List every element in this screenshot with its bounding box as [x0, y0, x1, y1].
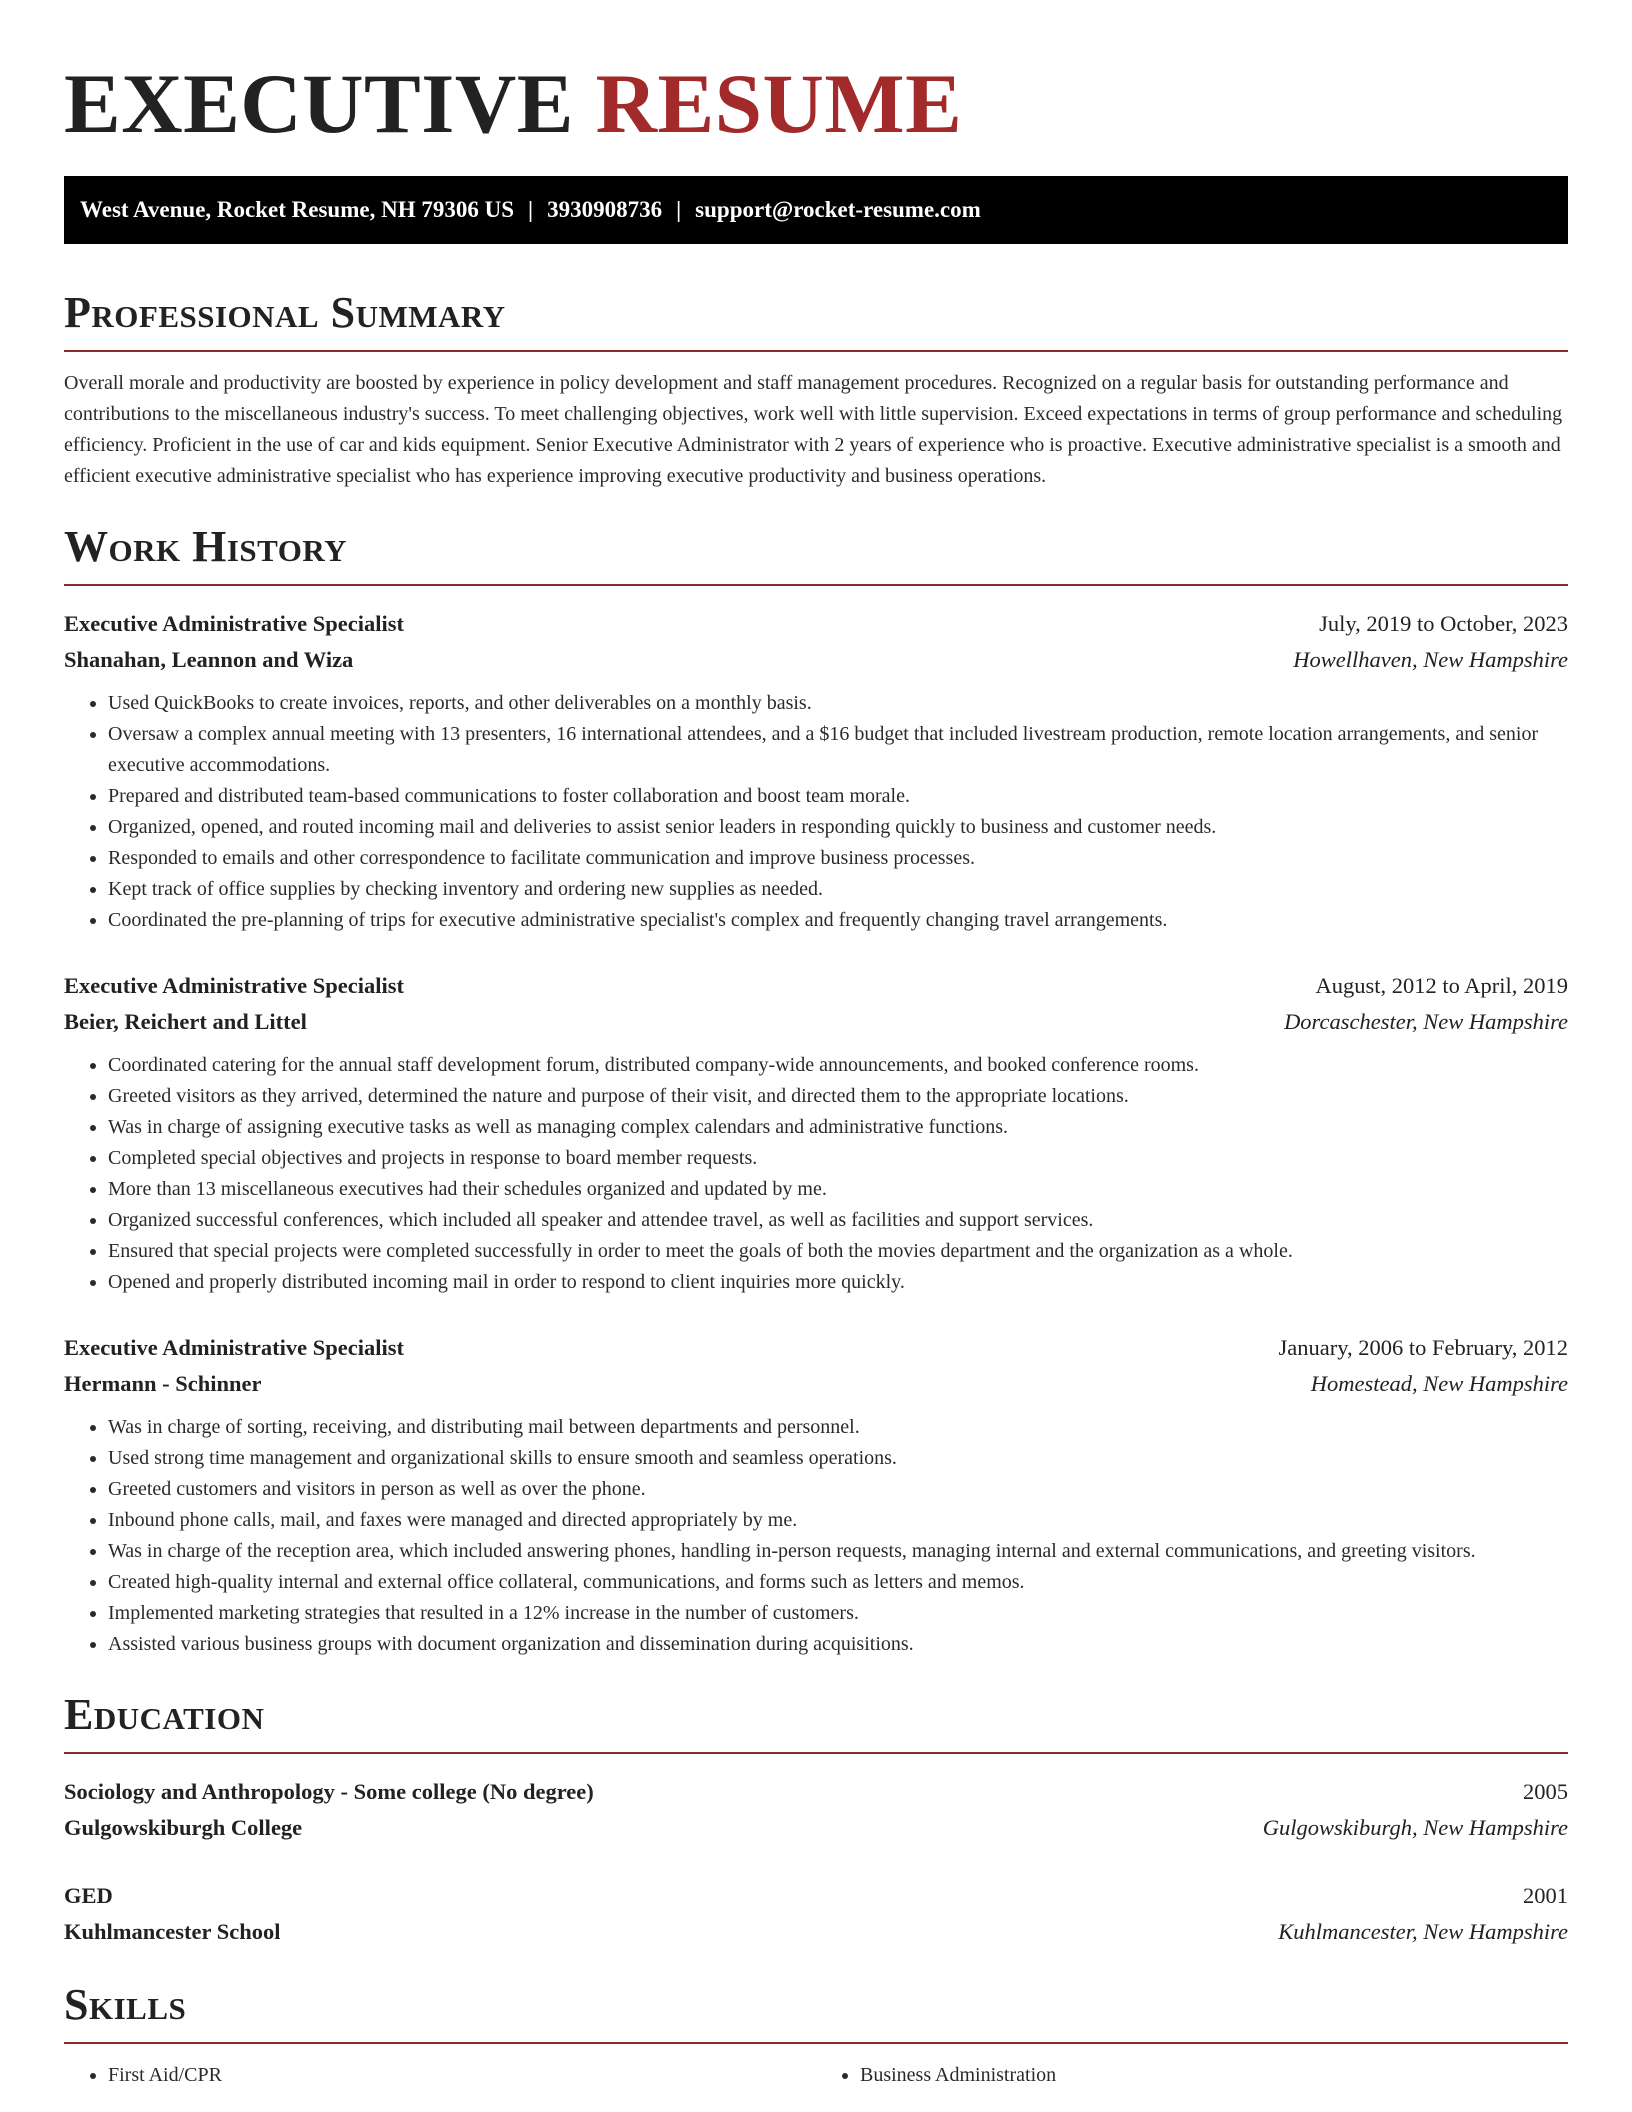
list-item: • Was in charge of assigning executive tasks as well as managing complex calendars and administrative functions.: [108, 1112, 1568, 1143]
education-year: 2005: [1523, 1779, 1568, 1804]
job-location: Dorcaschester, New Hampshire: [1284, 1009, 1568, 1034]
education-school: Kuhlmancester School: [64, 1919, 281, 1944]
section-divider: [64, 584, 1568, 586]
job-entry: [64, 968, 1568, 1298]
job-bullets: [64, 1050, 1568, 1298]
list-item: • Coordinated the pre-planning of trips for executive administrative specialist's complex and frequently changing travel arrangements.: [108, 905, 1568, 936]
resume-page: [64, 0, 1568, 2091]
job-header-row: [64, 1330, 1568, 1366]
skills-section: [64, 1978, 1568, 2091]
section-divider: [64, 1752, 1568, 1754]
list-item: • Opened and properly distributed incoming mail in order to respond to client inquiries more quickly.: [108, 1267, 1568, 1298]
job-dates: January, 2006 to February, 2012: [1278, 1335, 1568, 1360]
education-school: Gulgowskiburgh College: [64, 1815, 303, 1840]
section-heading: Skills: [64, 1980, 187, 2029]
education-location: Gulgowskiburgh, New Hampshire: [1262, 1815, 1568, 1840]
skills-right-column: [816, 2060, 1568, 2091]
list-item: • Was in charge of the reception area, which included answering phones, handling in-person requests, managing internal and external communications, and greeting visitors.: [108, 1536, 1568, 1567]
list-item: • Organized successful conferences, which included all speaker and attendee travel, as well as facilities and support services.: [108, 1205, 1568, 1236]
education-year: 2001: [1523, 1883, 1568, 1908]
work-history-section: [64, 520, 1568, 1660]
job-bullets: [64, 1412, 1568, 1660]
skill-item: • Business Administration: [860, 2060, 1568, 2091]
job-company: Shanahan, Leannon and Wiza: [64, 647, 354, 672]
list-item: • Oversaw a complex annual meeting with 13 presenters, 16 international attendees, and a $16 budget that included livestream production, remote location arrangements, and senior executive accommodations.: [108, 719, 1568, 781]
list-item: • Greeted visitors as they arrived, determined the nature and purpose of their visit, and directed them to the appropriate locations.: [108, 1081, 1568, 1112]
section-heading: Work History: [64, 522, 348, 571]
job-dates: July, 2019 to October, 2023: [1319, 611, 1568, 636]
education-school-row: [64, 1810, 1568, 1846]
education-entry: [64, 1774, 1568, 1846]
list-item: • Used QuickBooks to create invoices, reports, and other deliverables on a monthly basis.: [108, 688, 1568, 719]
title-word-resume: RESUME: [595, 57, 963, 151]
list-item: • Used strong time management and organizational skills to ensure smooth and seamless operations.: [108, 1443, 1568, 1474]
job-company-row: [64, 1004, 1568, 1040]
job-entry: [64, 606, 1568, 936]
education-school-row: [64, 1914, 1568, 1950]
job-list: [64, 606, 1568, 1660]
section-divider: [64, 350, 1568, 352]
job-title: Executive Administrative Specialist: [64, 1335, 404, 1360]
contact-address: West Avenue, Rocket Resume, NH 79306 US: [80, 197, 514, 222]
list-item: • Prepared and distributed team-based communications to foster collaboration and boost team morale.: [108, 781, 1568, 812]
job-company-row: [64, 642, 1568, 678]
list-item: • Organized, opened, and routed incoming mail and deliveries to assist senior leaders in responding quickly to business and customer needs.: [108, 812, 1568, 843]
education-degree: Sociology and Anthropology - Some college (No degree): [64, 1779, 594, 1804]
list-item: • Ensured that special projects were completed successfully in order to meet the goals of both the movies department and the organization as a whole.: [108, 1236, 1568, 1267]
job-dates: August, 2012 to April, 2019: [1315, 973, 1568, 998]
job-bullets: [64, 688, 1568, 936]
list-item: • Kept track of office supplies by checking inventory and ordering new supplies as needed.: [108, 874, 1568, 905]
section-divider: [64, 2042, 1568, 2044]
education-header-row: [64, 1878, 1568, 1914]
summary-text: Overall morale and productivity are boosted by experience in policy development and staff management procedures. Recognized on a regular basis for outstanding performance and contributions to the miscellaneous industry's success. To meet challenging objectives, work well with little supervision. Exceed expectations in terms of group performance and scheduling efficiency. Proficient in the use of car and kids equipment. Senior Executive Administrator with 2 years of experience who is proactive. Executive administrative specialist is a smooth and efficient executive administrative specialist who has experience improving executive productivity and business operations.: [64, 372, 1563, 487]
list-item: • Was in charge of sorting, receiving, and distributing mail between departments and personnel.: [108, 1412, 1568, 1443]
contact-separator: |: [528, 197, 534, 222]
contact-bar: [64, 176, 1568, 244]
education-section: [64, 1688, 1568, 1950]
summary-section: [64, 286, 1568, 492]
section-heading: Education: [64, 1690, 265, 1739]
skills-left-column: [64, 2060, 816, 2091]
contact-separator: |: [676, 197, 682, 222]
job-title: Executive Administrative Specialist: [64, 973, 404, 998]
resume-title: [64, 0, 1568, 154]
education-degree: GED: [64, 1883, 113, 1908]
job-header-row: [64, 968, 1568, 1004]
skills-columns: [64, 2060, 1568, 2091]
list-item: • Created high-quality internal and external office collateral, communications, and forms such as letters and memos.: [108, 1567, 1568, 1598]
education-location: Kuhlmancester, New Hampshire: [1278, 1919, 1568, 1944]
list-item: • Assisted various business groups with document organization and dissemination during acquisitions.: [108, 1629, 1568, 1660]
list-item: • Greeted customers and visitors in person as well as over the phone.: [108, 1474, 1568, 1505]
contact-phone: 3930908736: [547, 197, 663, 222]
list-item: • Completed special objectives and projects in response to board member requests.: [108, 1143, 1568, 1174]
list-item: • More than 13 miscellaneous executives had their schedules organized and updated by me.: [108, 1174, 1568, 1205]
job-company: Beier, Reichert and Littel: [64, 1009, 307, 1034]
job-title: Executive Administrative Specialist: [64, 611, 404, 636]
list-item: • Implemented marketing strategies that resulted in a 12% increase in the number of customers.: [108, 1598, 1568, 1629]
job-company: Hermann - Schinner: [64, 1371, 262, 1396]
title-word-executive: EXECUTIVE: [64, 57, 574, 151]
contact-email: support@rocket-resume.com: [695, 197, 981, 222]
job-location: Howellhaven, New Hampshire: [1293, 647, 1568, 672]
list-item: • Inbound phone calls, mail, and faxes were managed and directed appropriately by me.: [108, 1505, 1568, 1536]
job-location: Homestead, New Hampshire: [1310, 1371, 1568, 1396]
job-header-row: [64, 606, 1568, 642]
list-item: • Coordinated catering for the annual staff development forum, distributed company-wide announcements, and booked conference rooms.: [108, 1050, 1568, 1081]
education-entry: [64, 1878, 1568, 1950]
education-header-row: [64, 1774, 1568, 1810]
section-heading: Professional Summary: [64, 288, 506, 337]
education-list: [64, 1774, 1568, 1950]
list-item: • Responded to emails and other correspondence to facilitate communication and improve business processes.: [108, 843, 1568, 874]
skill-item: • First Aid/CPR: [108, 2060, 816, 2091]
job-company-row: [64, 1366, 1568, 1402]
job-entry: [64, 1330, 1568, 1660]
